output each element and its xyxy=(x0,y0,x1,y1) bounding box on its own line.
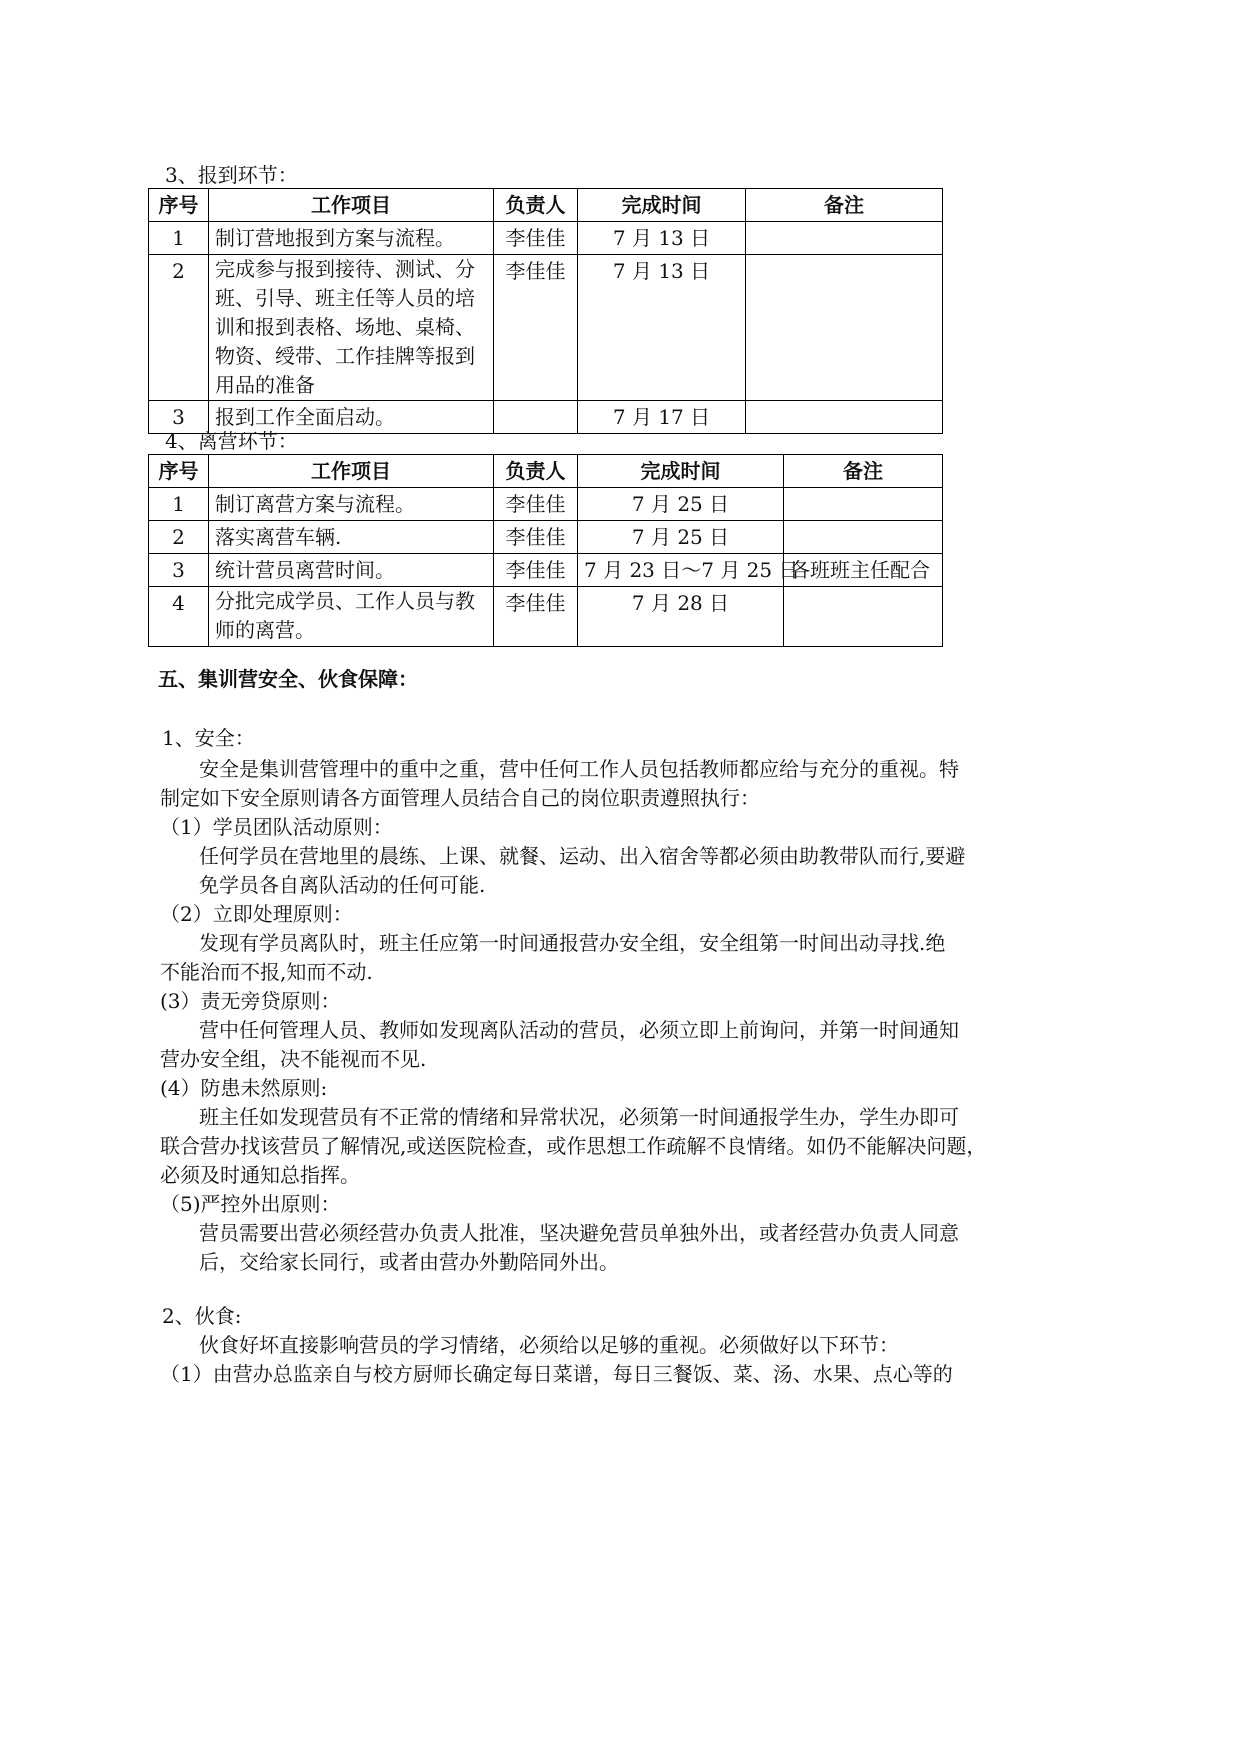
cell-remark xyxy=(784,488,943,521)
food-heading: 2、伙食: xyxy=(162,1304,242,1328)
principle-1-title: （1）学员团队活动原则： xyxy=(160,815,393,839)
principle-4-line3: 必须及时通知总指挥。 xyxy=(160,1163,360,1187)
header-owner: 负责人 xyxy=(494,455,578,488)
table-row xyxy=(149,488,943,521)
departure-table xyxy=(148,454,943,647)
header-index: 序号 xyxy=(149,455,209,488)
cell-task: 报到工作全面启动。 xyxy=(209,401,494,434)
cell-index: 2 xyxy=(149,521,209,554)
cell-index: 3 xyxy=(149,554,209,587)
cell-index: 1 xyxy=(149,222,209,255)
cell-owner: 李佳佳 xyxy=(494,554,578,587)
principle-2-line2: 不能治而不报,知而不动. xyxy=(160,960,373,984)
cell-owner: 李佳佳 xyxy=(494,255,578,401)
table-row xyxy=(149,222,943,255)
cell-owner: 李佳佳 xyxy=(494,587,578,647)
principle-3-line2: 营办安全组，决不能视而不见. xyxy=(160,1047,427,1071)
cell-deadline: 7 月 17 日 xyxy=(578,401,746,434)
cell-owner: 李佳佳 xyxy=(494,488,578,521)
principle-1-line1: 任何学员在营地里的晨练、上课、就餐、运动、出入宿舍等都必须由助教带队而行,要避 xyxy=(199,844,966,868)
cell-task: 完成参与报到接待、测试、分班、引导、班主任等人员的培训和报到表格、场地、桌椅、物资、绶带、工作挂牌等报到用品的准备 xyxy=(209,255,494,401)
section-5-title: 五、集训营安全、伙食保障： xyxy=(158,667,418,691)
principle-4-line1: 班主任如发现营员有不正常的情绪和异常状况，必须第一时间通报学生办，学生办即可 xyxy=(199,1105,959,1129)
table-row xyxy=(149,521,943,554)
cell-owner xyxy=(494,401,578,434)
cell-deadline: 7 月 13 日 xyxy=(578,255,746,401)
cell-remark: 各班班主任配合 xyxy=(784,554,943,587)
cell-owner: 李佳佳 xyxy=(494,521,578,554)
header-remark: 备注 xyxy=(746,189,943,222)
principle-4-line2: 联合营办找该营员了解情况,或送医院检查，或作思想工作疏解不良情绪。如仍不能解决问题， xyxy=(160,1134,987,1158)
cell-index: 3 xyxy=(149,401,209,434)
table-header-row xyxy=(149,189,943,222)
header-deadline: 完成时间 xyxy=(578,189,746,222)
cell-deadline: 7 月 13 日 xyxy=(578,222,746,255)
cell-deadline: 7 月 23 日～7 月 25 日 xyxy=(578,554,784,587)
header-deadline: 完成时间 xyxy=(578,455,784,488)
principle-5-line2: 后，交给家长同行，或者由营办外勤陪同外出。 xyxy=(199,1250,619,1274)
table-row xyxy=(149,554,943,587)
cell-task: 统计营员离营时间。 xyxy=(209,554,494,587)
section-4-heading: 4、离营环节： xyxy=(165,429,298,453)
header-task: 工作项目 xyxy=(209,189,494,222)
header-index: 序号 xyxy=(149,189,209,222)
cell-remark xyxy=(784,521,943,554)
principle-3-title: (3）责无旁贷原则： xyxy=(160,989,341,1013)
cell-deadline: 7 月 25 日 xyxy=(578,521,784,554)
principle-4-title: (4）防患未然原则: xyxy=(160,1076,328,1100)
table-header-row xyxy=(149,455,943,488)
cell-remark xyxy=(784,587,943,647)
safety-intro-line2: 制定如下安全原则请各方面管理人员结合自己的岗位职责遵照执行： xyxy=(160,786,760,810)
principle-2-line1: 发现有学员离队时，班主任应第一时间通报营办安全组，安全组第一时间出动寻找.绝 xyxy=(199,931,946,955)
cell-index: 2 xyxy=(149,255,209,401)
principle-5-title: （5)严控外出原则： xyxy=(160,1192,341,1216)
cell-index: 4 xyxy=(149,587,209,647)
header-remark: 备注 xyxy=(784,455,943,488)
table-row xyxy=(149,587,943,647)
cell-index: 1 xyxy=(149,488,209,521)
cell-remark xyxy=(746,222,943,255)
table-row xyxy=(149,255,943,401)
cell-deadline: 7 月 25 日 xyxy=(578,488,784,521)
cell-remark xyxy=(746,255,943,401)
principle-1-line2: 免学员各自离队活动的任何可能. xyxy=(199,873,486,897)
cell-task: 制订营地报到方案与流程。 xyxy=(209,222,494,255)
food-intro: 伙食好坏直接影响营员的学习情绪，必须给以足够的重视。必须做好以下环节： xyxy=(199,1333,899,1357)
header-task: 工作项目 xyxy=(209,455,494,488)
safety-heading: 1、安全： xyxy=(162,726,255,750)
cell-remark xyxy=(746,401,943,434)
cell-owner: 李佳佳 xyxy=(494,222,578,255)
safety-intro-line1: 安全是集训营管理中的重中之重，营中任何工作人员包括教师都应给与充分的重视。特 xyxy=(199,757,959,781)
cell-task: 分批完成学员、工作人员与教师的离营。 xyxy=(209,587,494,647)
principle-3-line1: 营中任何管理人员、教师如发现离队活动的营员，必须立即上前询问，并第一时间通知 xyxy=(199,1018,959,1042)
registration-table xyxy=(148,188,943,434)
principle-2-title: （2）立即处理原则： xyxy=(160,902,353,926)
section-3-heading: 3、报到环节： xyxy=(165,163,298,187)
cell-task: 落实离营车辆. xyxy=(209,521,494,554)
header-owner: 负责人 xyxy=(494,189,578,222)
principle-5-line1: 营员需要出营必须经营办负责人批准，坚决避免营员单独外出，或者经营办负责人同意 xyxy=(199,1221,959,1245)
cell-deadline: 7 月 28 日 xyxy=(578,587,784,647)
cell-task: 制订离营方案与流程。 xyxy=(209,488,494,521)
food-item-1: （1）由营办总监亲自与校方厨师长确定每日菜谱，每日三餐饭、菜、汤、水果、点心等的 xyxy=(160,1362,953,1386)
